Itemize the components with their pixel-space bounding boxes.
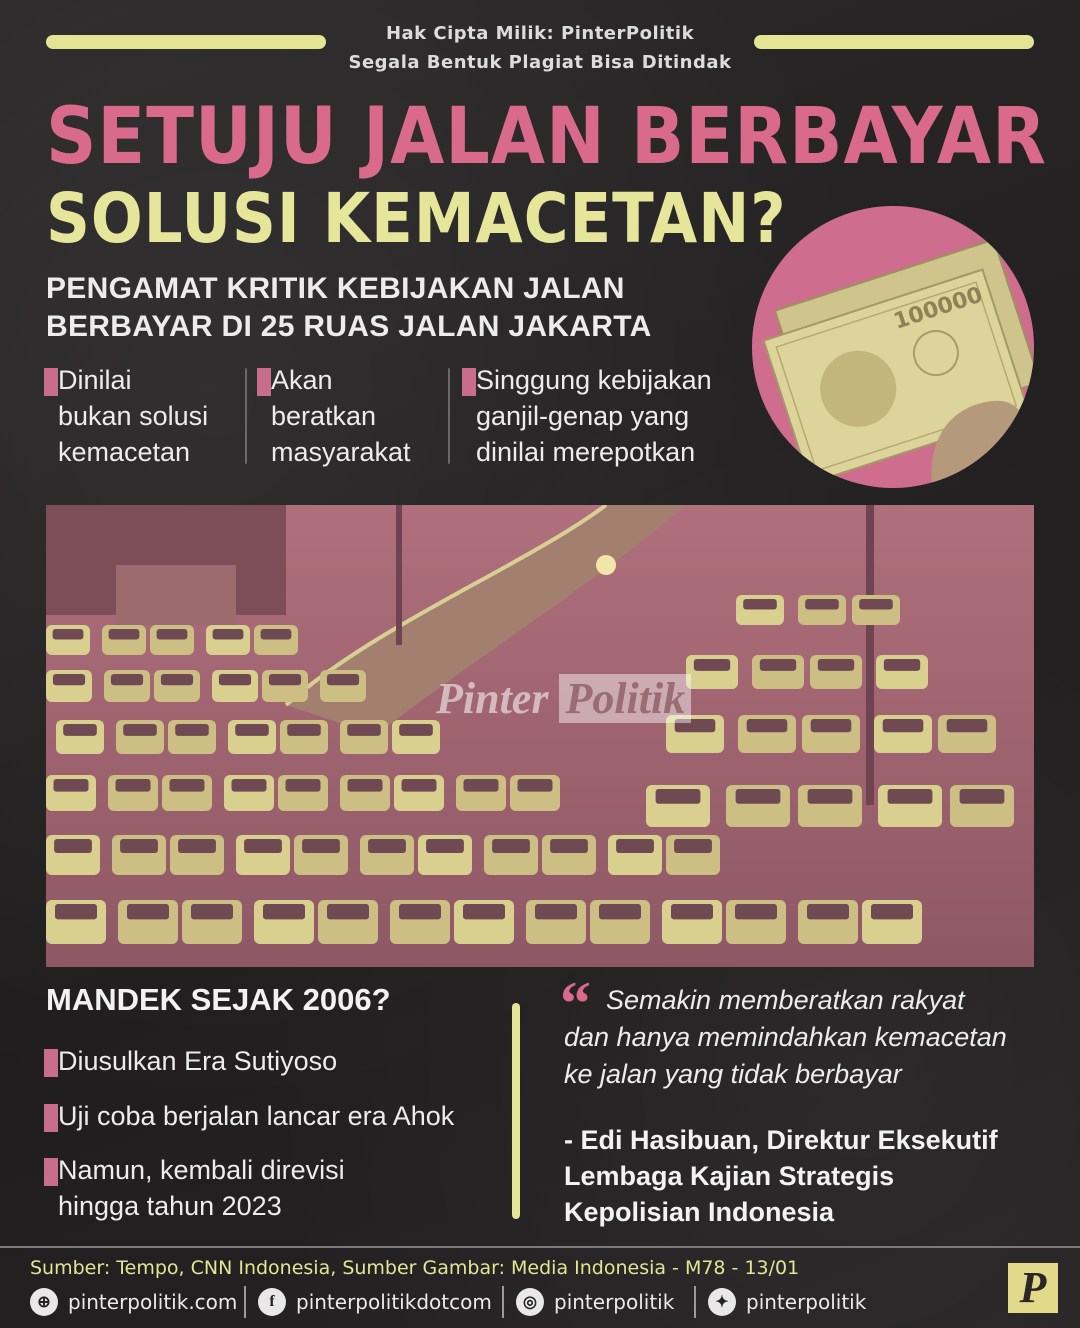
car-window <box>871 904 913 919</box>
history-1-text: iusulkan Era Sutiyoso <box>77 1046 338 1076</box>
history-heading: MANDEK SEJAK 2006? <box>46 982 391 1017</box>
point-2-line-3: masyarakat <box>271 437 411 467</box>
social-instagram-label: pinterpolitik <box>554 1290 675 1314</box>
top-left-accent-bar <box>46 35 326 49</box>
copyright-line-2: Segala Bentuk Plagiat Bisa Ditindak <box>348 52 732 73</box>
car-window <box>671 904 713 919</box>
car-window <box>674 839 712 853</box>
car-window <box>736 789 781 804</box>
car-window <box>327 674 359 685</box>
street-pole-2 <box>396 505 402 645</box>
car-window <box>263 904 305 919</box>
quote-line-2: dan hanya memindahkan kemacetan <box>564 1022 1007 1052</box>
car-window <box>191 904 233 919</box>
history-item-3 <box>58 1152 345 1224</box>
history-marker <box>44 1049 58 1077</box>
point-1-line-1: inilai <box>77 365 132 395</box>
point-3 <box>476 362 712 470</box>
car-window <box>327 904 369 919</box>
car-window <box>464 779 499 792</box>
car-window <box>888 789 933 804</box>
lead-line-1: PENGAMAT KRITIK KEBIJAKAN JALAN <box>46 272 625 305</box>
car-window <box>808 789 853 804</box>
point-divider-1 <box>245 368 247 464</box>
car-window <box>805 599 839 610</box>
car-window <box>53 629 84 640</box>
quote-author <box>564 1122 1044 1230</box>
car-window <box>656 789 701 804</box>
globe-icon: ⊕ <box>30 1288 58 1316</box>
author-line-1: - Edi Hasibuan, Direktur Eksekutif <box>564 1125 998 1155</box>
traffic-jam-graphic <box>46 505 1034 967</box>
car-window <box>170 779 205 792</box>
car-window <box>426 839 464 853</box>
car-window <box>550 839 588 853</box>
point-3-line-2: ganjil-genap yang <box>476 401 690 431</box>
history-2-initial: U <box>58 1101 78 1131</box>
street-light <box>596 555 616 575</box>
author-line-2: Lembaga Kajian Strategis <box>564 1161 895 1191</box>
car-window <box>161 674 193 685</box>
lead-line-2: BERBAYAR DI 25 RUAS JALAN JAKARTA <box>46 310 652 343</box>
car-window <box>859 599 893 610</box>
instagram-icon: ◎ <box>516 1288 544 1316</box>
car-window <box>818 659 854 671</box>
quote-text <box>564 982 1044 1093</box>
headline-title: SETUJU JALAN BERBAYAR <box>46 90 1047 183</box>
car-window <box>694 659 730 671</box>
car-window <box>261 629 292 640</box>
social-separator <box>502 1286 504 1318</box>
footer-divider <box>0 1246 1080 1248</box>
point-1-line-3: kemacetan <box>58 437 191 467</box>
social-separator <box>244 1286 246 1318</box>
point-marker <box>462 368 476 396</box>
car-window <box>735 904 777 919</box>
point-2-line-2: beratkan <box>271 401 377 431</box>
point-1-initial: D <box>58 365 78 395</box>
point-3-initial: S <box>476 365 495 395</box>
quote-mark-icon: “ <box>560 970 591 1038</box>
car-window <box>535 904 577 919</box>
point-3-line-3: dinilai merepotkan <box>476 437 696 467</box>
car-window <box>402 779 437 792</box>
car-window <box>55 904 97 919</box>
car-window <box>492 839 530 853</box>
car-window <box>109 629 140 640</box>
car-window <box>123 724 157 736</box>
car-window <box>120 839 158 853</box>
watermark-word-2: Politik <box>559 674 691 723</box>
social-twitter-label: pinterpolitik <box>746 1290 867 1314</box>
traffic-jam-photo <box>46 505 1034 967</box>
pinterpolitik-logo: P <box>1008 1263 1058 1313</box>
copyright-line-1: Hak Cipta Milik: PinterPolitik <box>385 23 695 44</box>
car-window <box>760 659 796 671</box>
social-twitter[interactable] <box>708 1287 866 1317</box>
social-facebook[interactable] <box>258 1287 492 1317</box>
banknote-illustration <box>752 206 1034 488</box>
social-separator <box>694 1286 696 1318</box>
car-window <box>463 904 505 919</box>
point-marker <box>257 368 271 396</box>
top-right-accent-bar <box>754 35 1034 49</box>
car-window <box>127 904 169 919</box>
point-3-line-1: inggung kebijakan <box>494 365 712 395</box>
car-window <box>807 904 849 919</box>
car-window <box>175 724 209 736</box>
author-line-3: Kepolisian Indonesia <box>564 1197 835 1227</box>
car-window <box>747 719 788 732</box>
quote-line-3: ke jalan yang tidak berbayar <box>564 1059 902 1089</box>
lead-text <box>46 270 746 346</box>
car-window <box>302 839 340 853</box>
social-facebook-label: pinterpolitikdotcom <box>296 1290 492 1314</box>
car-window <box>244 839 282 853</box>
social-website-label: pinterpolitik.com <box>68 1290 238 1314</box>
car-window <box>53 674 85 685</box>
car-window <box>347 724 381 736</box>
car-window <box>884 659 920 671</box>
car-window <box>219 674 251 685</box>
car-window <box>287 724 321 736</box>
car-window <box>269 674 301 685</box>
point-2-line-1: kan <box>289 365 333 395</box>
point-2-initial: A <box>271 365 290 395</box>
watermark-word-1: Pinter <box>436 674 549 723</box>
point-2 <box>271 362 411 470</box>
banknote-value: 100000 <box>890 282 986 335</box>
social-website[interactable] <box>30 1287 237 1317</box>
car-window <box>235 724 269 736</box>
history-1-initial: D <box>58 1046 78 1076</box>
car-window <box>883 719 924 732</box>
headline-subtitle: SOLUSI KEMACETAN? <box>46 179 787 259</box>
history-marker <box>44 1104 58 1132</box>
car-window <box>743 599 777 610</box>
banknote-graphic <box>752 206 1034 488</box>
history-item-1 <box>58 1043 337 1079</box>
car-window <box>368 839 406 853</box>
quote-divider <box>512 1003 520 1219</box>
history-item-2 <box>58 1098 454 1134</box>
point-marker <box>44 368 58 396</box>
car-window <box>960 789 1005 804</box>
car-window <box>157 629 188 640</box>
history-2-text: ji coba berjalan lancar era Ahok <box>77 1101 455 1131</box>
car-window <box>518 779 553 792</box>
truck-shape <box>116 565 236 625</box>
car-window <box>947 719 988 732</box>
car-window <box>599 904 641 919</box>
car-window <box>616 839 654 853</box>
social-instagram[interactable] <box>516 1287 674 1317</box>
car-window <box>232 779 267 792</box>
twitter-icon: ✦ <box>708 1288 736 1316</box>
car-window <box>63 724 97 736</box>
history-marker <box>44 1158 58 1186</box>
car-window <box>811 719 852 732</box>
street-pole <box>866 505 874 805</box>
quote-line-1: Semakin memberatkan rakyat <box>606 985 965 1015</box>
car-window <box>348 779 383 792</box>
car-window <box>286 779 321 792</box>
car-window <box>399 724 433 736</box>
point-1 <box>58 362 208 470</box>
car-window <box>54 839 92 853</box>
history-3-initial: N <box>58 1155 78 1185</box>
point-1-line-2: bukan solusi <box>58 401 209 431</box>
car-window <box>213 629 244 640</box>
car-window <box>116 779 151 792</box>
car-window <box>54 779 89 792</box>
facebook-icon: f <box>258 1288 286 1316</box>
point-divider-2 <box>448 368 450 464</box>
history-3-line-2: hingga tahun 2023 <box>58 1191 282 1221</box>
source-credit: Sumber: Tempo, CNN Indonesia, Sumber Gambar: Media Indonesia - M78 - 13/01 <box>30 1257 800 1279</box>
photo-watermark <box>436 673 691 724</box>
history-3-line-1: amun, kembali direvisi <box>77 1155 345 1185</box>
car-window <box>111 674 143 685</box>
car-window <box>399 904 441 919</box>
car-window <box>178 839 216 853</box>
